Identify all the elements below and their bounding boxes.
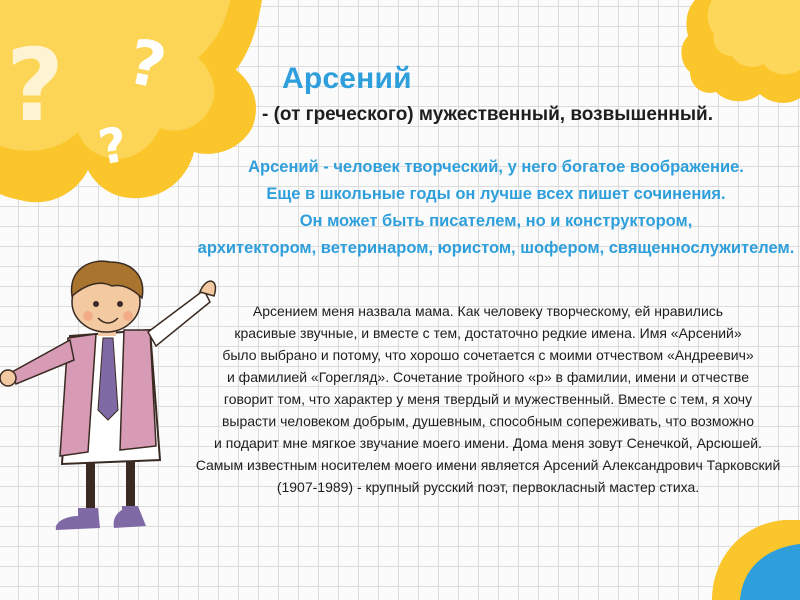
- description-line: Он может быть писателем, но и конструктором,: [299, 212, 693, 230]
- story-line: Арсением меня назвала мама. Как человеку творческому, ей нравились: [252, 303, 724, 319]
- boy-illustration: [0, 261, 215, 530]
- description-line: архитектором, ветеринаром, юристом, шофером, священнослужителем.: [197, 239, 795, 257]
- name-description: [196, 154, 796, 262]
- name-title: Арсений: [282, 62, 412, 95]
- svg-text:?: ?: [6, 27, 65, 144]
- svg-text:?: ?: [94, 116, 132, 177]
- bottom-right-accent: [712, 520, 800, 600]
- story-line: (1907-1989) - крупный русский поэт, первокласный мастер стиха.: [276, 479, 700, 495]
- story-line: было выбрано и потому, что хорошо сочетается с моими отчеством «Андреевич»: [222, 347, 754, 363]
- question-mark-icon: [6, 27, 64, 144]
- name-meaning: - (от греческого) мужественный, возвышенный.: [262, 104, 714, 125]
- top-right-cloud: [681, 0, 800, 103]
- story-line: вырасти человеком добрым, душевным, способным сопереживать, что возможно: [221, 413, 755, 429]
- svg-text:?: ?: [121, 24, 173, 104]
- story-line: и подарит мне мягкое звучание моего имени. Дома меня зовут Сенечкой, Арсюшей.: [214, 435, 762, 451]
- story-line: красивые звучные, и вместе с тем, достаточно редкие имена. Имя «Арсений»: [234, 325, 742, 341]
- story-line: говорит том, что характер у меня твердый и мужественный. Вместе с тем, я хочу: [223, 391, 753, 407]
- description-line: Арсений - человек творческий, у него богатое воображение.: [248, 158, 744, 176]
- name-story: [188, 300, 788, 498]
- story-line: Самым известным носителем моего имени является Арсений Александрович Тарковский: [195, 457, 781, 473]
- description-line: Еще в школьные годы он лучше всех пишет сочинения.: [266, 185, 726, 203]
- story-line: и фамилией «Горегляд». Сочетание тройного «р» в фамилии, имени и отчестве: [226, 369, 750, 385]
